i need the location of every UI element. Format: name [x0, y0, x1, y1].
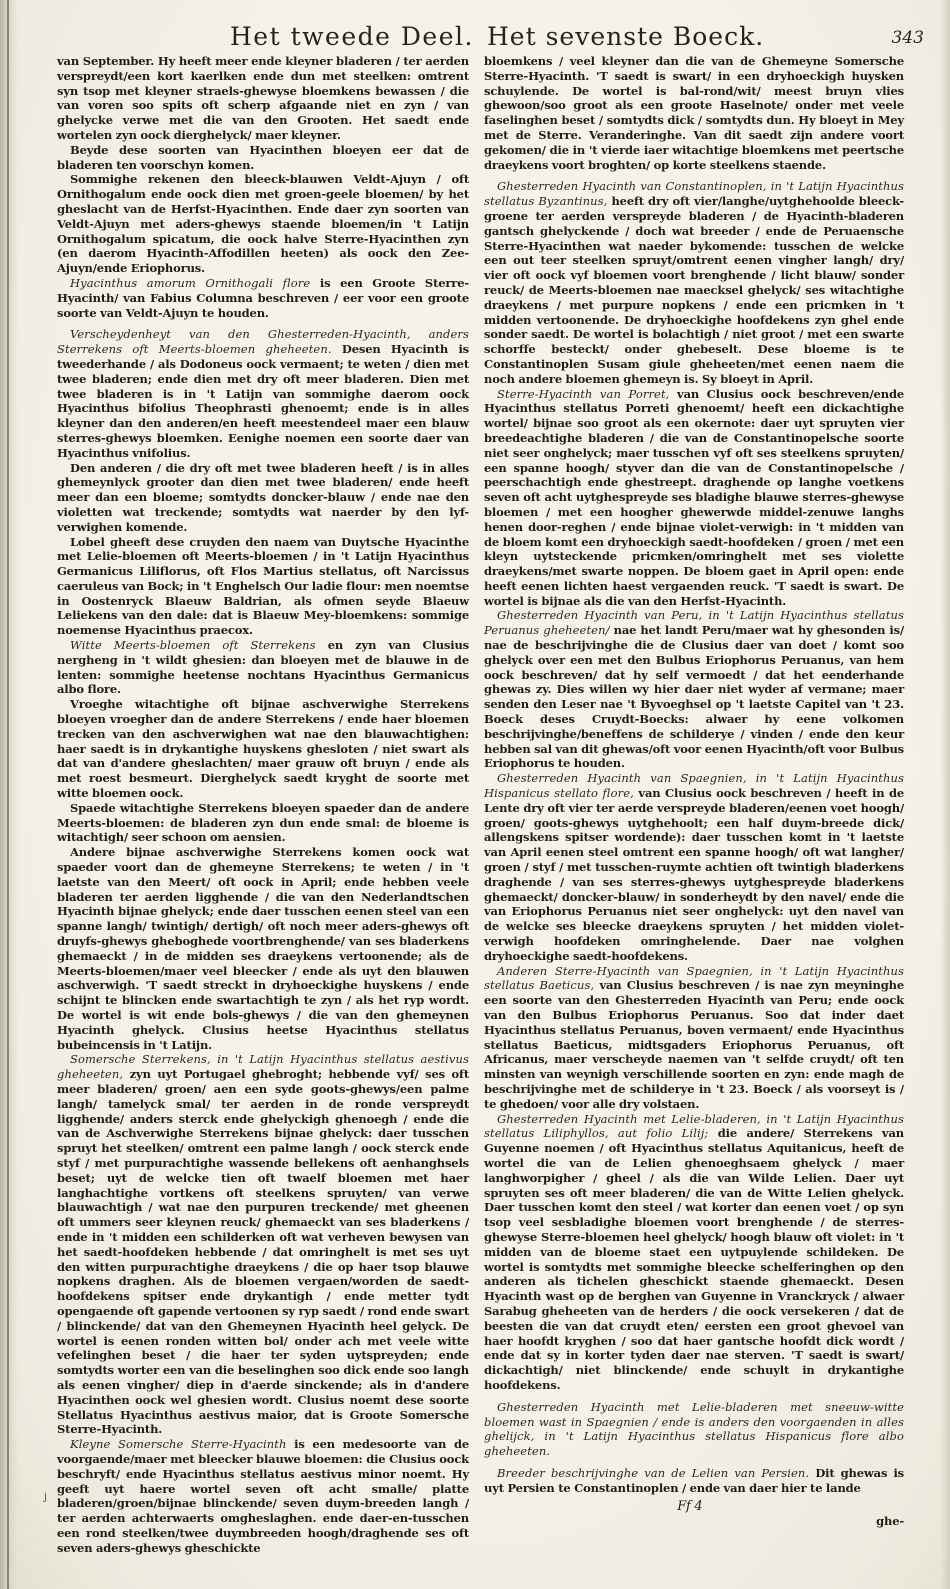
paragraph-text: Andere bijnae aschverwighe Sterrekens komen oock wat spaeder voort dan de ghemeyne Sterrekens; te weten / in 't laetste van den Meert/ oft oock in April; ende hebben veele bladeren ter aerden ligghende / die van den Nederlandtschen Hyacinth bijnae ghelyck; ende daer tusschen eenen steel van een spanne langh/ twintigh/ dertigh/ oft noch meer aders-ghewys oft druyfs-ghewys gheboghede voortbrenghende/ van ses bladerkens ghemaeckt / in de midden ses draeykens vertoonende; als de Meerts-bloemen/maer veel bleecker / ende als uyt den blauwen aschverwigh. 'T saedt streckt in dryhoeckighe huyskens / ende schijnt te blincken ende swartachtigh te zyn / als het ryp wordt. De wortel is wit ende bols-ghewys / die van den ghemeynen Hyacinth ghelyck. Clusius heetse Hyacinthus stellatus bubeincensis in 't Latijn. — [57, 845, 469, 1052]
paragraph — [484, 1466, 904, 1496]
left-column — [57, 54, 469, 1555]
paragraph — [57, 276, 469, 320]
page-edge-line — [7, 0, 9, 1589]
species-heading: Ghesterreden Hyacinth van Peru, in 't Latijn Hyacinthus stellatus Peruanus gheheeten/ — [484, 608, 904, 638]
paragraph — [57, 327, 469, 460]
paragraph — [57, 845, 469, 1052]
species-heading: Hyacinthus amorum Ornithogali flore — [70, 275, 311, 290]
species-heading: Kleyne Somersche Sterre-Hyacinth — [70, 1437, 287, 1452]
paragraph-text: van September. Hy heeft meer ende kleyner bladeren / ter aerden verspreydt/een kort kaerlken ende dun met steelken: omtrent syn tsop met kleyner straels-ghewyse bloemkens bewassen / die van voren soo spits oft scherp afgaande niet en zyn / van ghelycke verwe met die van den Grooten. Het saedt ende wortelen zyn oock dierghelyck/ maer kleyner. — [57, 54, 469, 142]
paragraph — [484, 54, 904, 172]
paragraph — [484, 179, 904, 386]
paragraph-text: zyn uyt Portugael ghebroght; hebbende vyf/ ses oft meer bladeren/ groen/ aen een syde goots-ghewys/een palme langh/ tamelyck smal/ ter aerden in de ronde verspreydt ligghende/ anders sterck ende ghelyckigh ghenoegh / ende die van de Aschverwighe Sterrekens bijnae ghelyck: daer tusschen spruyt het steelken/ omtrent een palme langh / oock sterck ende styf / met purpurachtighe wassende bellekens oft aenhanghsels beset; uyt de welcke tien oft twaelf bloemen met haer langhachtighe vortkens oft steelkens spruyten/ van verwe blauwachtigh / wat nae den purpuren treckende/ met gheenen oft ummers seer kleynen reuck/ ghemaeckt van ses bladerkens / ende in 't midden een schilderken oft wat verheven bewysen van het saedt-hoofdeken hebbende / dat omringhelt is met ses uyt den witten purpurachtighe draeykens / die op haer tsop blauwe nopkens draghen. Als de bloemen vergaen/worden de saedt-hoofdekens spitser ende drykantigh / ende metter tydt opengaende oft gapende vertoonen sy ryp saedt / rond ende swart / blinckende/ dat van den Ghemeynen Hyacinth heel gelyck. De wortel is eenen ronden witten bol/ onder ach met veele witte vefelinghen beset / die haer ter syden uytspreyden; ende somtydts worter een van die beselinghen soo dick ende soo langh als eenen vingher/ diep in d'aerde sinckende; als in d'andere Hyacinthen oock wel ghesien wordt. Clusius noemt dese soorte Stellatus Hyacinthus aestivus maior, dat is Groote Somersche Sterre-Hyacinth. — [57, 1067, 469, 1437]
paragraph-text: Vroeghe witachtighe oft bijnae aschverwighe Sterrekens bloeyen vroegher dan de andere Sterrekens / ende haer bloemen trecken van den aschverwighen wat nae den blauwachtighen: haer saedt is in drykantighe huyskens ghesloten / niet swart als dat van d'andere gheslachten/ maer grauw oft bruyn / ende als met roest besmeurt. Dierghelyck saedt kryght de soorte met witte bloemen oock. — [57, 697, 469, 801]
paragraph — [57, 801, 469, 845]
page-number: 343 — [891, 28, 924, 48]
paragraph-text: bloemkens / veel kleyner dan die van de Ghemeyne Somersche Sterre-Hyacinth. 'T saedt is swart/ in een dryhoeckigh huysken schuylende. De wortel is bal-rond/wit/ meest bruyn vlies ghewoon/soo groot als een groote Haselnote/ onder met veele faselinghen beset / somtydts dick / somtydts dun. Hy bloeyt in Mey met de Sterre. Veranderinghe. Van dit saedt zijn andere voort gekomen/ die in 't vierde iaer witachtige bloemkens met peertsche draeykens voort broghten/ op korte steelkens staende. — [484, 54, 904, 172]
paragraph-text: van Clusius beschreven / is nae zyn meyninghe een soorte van den Ghesterreden Hyacinth van Peru; ende oock van den Bulbus Eriophorus Peruanus. Soo dat inder daet Hyacinthus stellatus Peruanus, boven vermaent/ ende Hyacinthus stellatus Baeticus, midtsgaders Eriophorus Peruanus, oft Africanus, maer verscheyde naemen van 't selfde cruydt/ oft ten minsten van weynigh verschillende soorten en zyn: ende magh de beschrijvinghe met de schilderye in 't 23. Boeck / als voorseyt is / te ghedoen/ voor alle dry volstaen. — [484, 978, 904, 1111]
paragraph — [57, 1437, 469, 1555]
running-head-right: Het sevenste Boeck. — [487, 22, 765, 51]
species-heading: Breeder beschrijvinghe van de Lelien van Persien. — [497, 1465, 810, 1480]
scan-speck: j — [44, 1492, 48, 1503]
paragraph-text: Den anderen / die dry oft met twee bladeren heeft / is in alles ghemeynlyck grooter dan dien met twee bladeren/ ende heeft meer dan een bloeme; somtydts doncker-blauw / ende nae den violetten wat treckende; somtydts wat naerder by den lyf-verwighen komende. — [57, 460, 469, 534]
species-heading: Somersche Sterrekens, in 't Latijn Hyacinthus stellatus aestivus gheheeten, — [57, 1052, 469, 1082]
paragraph — [484, 1112, 904, 1393]
paragraph-text: is een Groote Sterre-Hyacinth/ van Fabius Columna beschreven / eer voor een groote soorte van Veldt-Ajuyn te houden. — [57, 275, 469, 320]
species-heading: Sterre-Hyacinth van Porret, — [497, 386, 670, 401]
species-heading: Verscheydenheyt van den Ghesterreden-Hyacinth, anders Sterrekens oft Meerts-bloemen gheheeten. — [57, 327, 469, 357]
paragraph-text: die andere/ Sterrekens van Guyenne noemen / oft Hyacinthus stellatus Aquitanicus, heeft de wortel die van de Lelien ghenoeghsaem ghelyck / maer langhworpigher / gheel / als die van Wilde Lelien. Daer uyt spruyten ses oft meer bladeren/ die van de Witte Lelien ghelyck. Daer tusschen komt den steel / wat korter dan eenen voet / op syn tsop veel sesbladighe bloemen voort brenghende / de sterres-ghewyse Sterre-bloemen heel ghelyck/ hoogh blauw oft violet: in 't midden van de bloeme staet een uytpuylende schildeken. De wortel is somtydts met sommighe bleecke schelferinghen op den anderen als tichelen gheschickt staende ghemaeckt. Desen Hyacinth wast op de berghen van Guyenne in Vranckryck / alwaer Sarabug gheheeten van de herders / die oock versekeren / dat de beesten die van dat cruydt eten/ eersten een groot ghevoel van haer hoofdt kryghen / soo dat haer gantsche hoofdt dick wordt / ende dat sy in korter tyden daer nae sterven. 'T saedt is swart/ dickachtigh/ niet blinckende/ ende schuylt in drykantighe hoofdekens. — [484, 1126, 904, 1392]
paragraph — [57, 638, 469, 697]
paragraph — [57, 172, 469, 276]
paragraph-text: Beyde dese soorten van Hyacinthen bloeyen eer dat de bladeren ten voorschyn komen. — [57, 142, 469, 172]
species-heading: Ghesterreden Hyacinth met Lelie-bladeren, in 't Latijn Hyacinthus stellatus Liliphyllos, aut folio Lilij; — [484, 1111, 904, 1141]
species-heading: Ghesterreden Hyacinth van Constantinoplen, in 't Latijn Hyacinthus stellatus Byzantinus, — [484, 179, 904, 209]
paragraph — [57, 1052, 469, 1437]
paragraph — [57, 54, 469, 143]
species-heading: Ghesterreden Hyacinth met Lelie-bladeren met sneeuw-witte bloemen wast in Spaegnien / ende is anders den voorgaenden in alles ghelijck, in 't Latijn Hyacinthus stellatus Hispanicus flore albo gheheeten. — [484, 1399, 904, 1459]
catchword: ghe- — [876, 1514, 904, 1529]
paragraph-text: nae het landt Peru/maer wat hy ghesonden is/ nae de beschrijvinghe die de Clusius daer van doet / komt soo ghelyck over een met den Bulbus Eriophorus Peruanus, van hem oock beschreven/ dat hy self vermoedt / dat het eenderhande ghewas zy. Dies willen wy hier daer niet wyder af vermane; maer senden den Leser nae 't Byvoeghsel op 't laetste Capitel van 't 23. Boeck deses Cruydt-Boecks: alwaer hy eene volkomen beschrijvinghe/beneffens de schilderye / vinden / ende den keur hebben sal van dit ghewas/oft voor eenen Hyacinth/oft voor Bulbus Eriophorus te houden. — [484, 623, 905, 771]
paragraph-text: is een medesoorte van de voorgaende/maer met bleecker blauwe bloemen: die Clusius oock beschryft/ ende Hyacinthus stellatus aestivus minor noemt. Hy geeft uyt haere wortel seven oft acht smalle/ platte bladeren/groen/bijnae blinckende/ seven duym-breeden langh / ter aerden achterwaerts omgheslaghen. ende daer-en-tusschen een rond steelken/twee duymbreeden hoogh/draghende ses oft seven aders-ghewys gheschickte — [57, 1437, 470, 1555]
species-heading: Witte Meerts-bloemen oft Sterrekens — [70, 638, 316, 653]
paragraph-text: Spaede witachtighe Sterrekens bloeyen spaeder dan de andere Meerts-bloemen: de bladeren zyn dun ende smal: de bloeme is witachtigh/ seer schoon om aensien. — [57, 800, 469, 845]
paragraph-text: van Clusius oock beschreven / heeft in de Lente dry oft vier ter aerde verspreyde bladeren/eenen voet hoogh/ groen/ goots-ghewys uytghehoolt; een half duym-breede dick/ allengskens spitser wordende): daer tusschen komt in 't laetste van April eenen steel omtrent een spanne hoogh/ oft wat langher/ groen / styf / met tusschen-ruymte achtien oft twintigh bladerkens draghende / van ses sterres-ghewys uytghespreyde bladerkens ghemaeckt/ doncker-blauw/ in sonderheydt by den navel/ ende die van Eriophorus Peruanus niet seer onghelyck: uyt den navel van de welcke ses bleecke draeykens spruyten / het midden violet-verwigh hoofdeken omringhelende. Daer nae volghen dryhoeckighe saedt-hoofdekens. — [484, 786, 905, 963]
right-column — [484, 54, 904, 1555]
paragraph — [57, 535, 469, 639]
paragraph — [57, 143, 469, 173]
paragraph-text: Lobel gheeft dese cruyden den naem van Duytsche Hyacinthe met Lelie-bloemen oft Meerts-bloemen / in 't Latijn Hyacinthus Germanicus Liliflorus, oft Flos Martius stellatus, oft Narcissus caeruleus van Bock; in 't Enghelsch Our ladie flour: men noemtse in Oostenryck Blaeuw Baldrian, als ofmen seyde Blaeuw Leliekens van den dale: dat is Blaeuw Mey-bloemkens: sommige noemense Hyacinthus praecox. — [57, 534, 469, 638]
paragraph — [484, 1400, 904, 1459]
signature-mark: Ff 4 — [677, 1498, 703, 1514]
paragraph — [57, 697, 469, 801]
paragraph-text: Sommighe rekenen den bleeck-blauwen Veldt-Ajuyn / oft Ornithogalum ende oock dien met groen-geele bloemen/ by het gheslacht van de Herfst-Hyacinthen. Ende daer zyn soorten van Veldt-Ajuyn met aders-ghewys staende bloemen/in 't Latijn Ornithogalum spicatum, die oock halve Sterre-Hyacinthen zyn (en daerom Hyacinth-Affodillen heeten) als oock den Zee-Ajuyn/ende Eriophorus. — [57, 172, 469, 276]
text-columns — [57, 54, 904, 1555]
paragraph — [57, 461, 469, 535]
page-right-edge-shadow — [940, 0, 950, 1589]
paragraph — [484, 771, 904, 963]
paragraph-text: en zyn van Clusius nergheng in 't wildt ghesien: dan bloeyen met de blauwe in de lenten: sommighe heetense nochtans Hyacinthus Germanicus albo flore. — [57, 638, 469, 697]
running-head-left: Het tweede Deel. — [230, 22, 474, 51]
species-heading: Ghesterreden Hyacinth van Spaegnien, in 't Latijn Hyacinthus Hispanicus stellato flore, — [484, 771, 904, 801]
species-heading: Anderen Sterre-Hyacinth van Spaegnien, in 't Latijn Hyacinthus stellatus Baeticus, — [484, 963, 904, 993]
page-gutter-shadow — [0, 0, 18, 1589]
paragraph-text: Desen Hyacinth is tweederhande / als Dodoneus oock vermaent; te weten / dien met twee bladeren; ende dien met dry oft meer bladeren. Dien met twee bladeren is in 't Latijn van sommighe daerom oock Hyacinthus bifolius Theophrasti ghenoemt; ende is in alles kleyner dan den anderen/en heeft meestendeel maer een blauw sterres-ghewys bloemken. Eenighe noemen een soorte daer van Hyacinthus vnifolius. — [57, 342, 469, 460]
paragraph-text: van Clusius oock beschreven/ende Hyacinthus stellatus Porreti ghenoemt/ heeft een dickachtighe wortel/ bijnae soo groot als een okernote: daer uyt spruyten vier breedeachtighe bladeren / die van de Constantinopelsche soorte niet seer onghelyck; maer tusschen vyf oft ses steelkens spruyten/ een spanne hoogh/ styver dan die van de Constantinopelsche / peerschachtigh ende ghestreept. draghende op langhe voetkens seven oft acht uytghespreyde ses bladighe blauwe sterres-ghewyse bloemen / met een hoogher ghewerwde middel-zenuwe langhs henen door-reghen / ende bijnae violet-verwigh: in 't midden van de bloem komt een dryhoeckigh saedt-hoofdeken / groen / met een kleyn uytsteckende pricmken/omringhelt met ses violette draeykens/met swarte noppen. De bloem gaet in April open: ende heeft eenen lichten haest vergaenden reuck. 'T saedt is swart. De wortel is bijnae als die van den Herfst-Hyacinth. — [484, 386, 904, 608]
paragraph-text: heeft dry oft vier/langhe/uytghehoolde bleeck-groene ter aerden verspreyde bladeren / de Hyacinth-bladeren gantsch ghelyckende / doch wat breeder / ende de Peruaensche Sterre-Hyacinthen wat naeder bykomende: tusschen de welcke een out teer steelken spruyt/omtrent eenen vingher langh/ dry/ vier oft oock vyf bloemen voort brenghende / licht blauw/ sonder reuck/ de Meerts-bloemen nae maecksel ghelyck/ ses witachtighe draeykens / met purpure nopkens / ende een pricmken in 't midden vertoonende. De dryhoeckighe hoofdekens zyn ghel ende sonder saedt. De wortel is bolachtigh / niet groot / met een swarte schorffe besteckt/ onder ghebeselt. Dese bloeme is te Constantinoplen Susam giule gheheeten/met eenen naem die noch andere bloemen ghemeyn is. Sy bloeyt in April. — [484, 194, 904, 386]
paragraph — [484, 964, 904, 1112]
paragraph-text: Dit ghewas is uyt Persien te Constantinoplen / ende van daer hier te lande — [484, 1465, 904, 1495]
paragraph — [484, 387, 904, 609]
paragraph — [484, 608, 904, 771]
